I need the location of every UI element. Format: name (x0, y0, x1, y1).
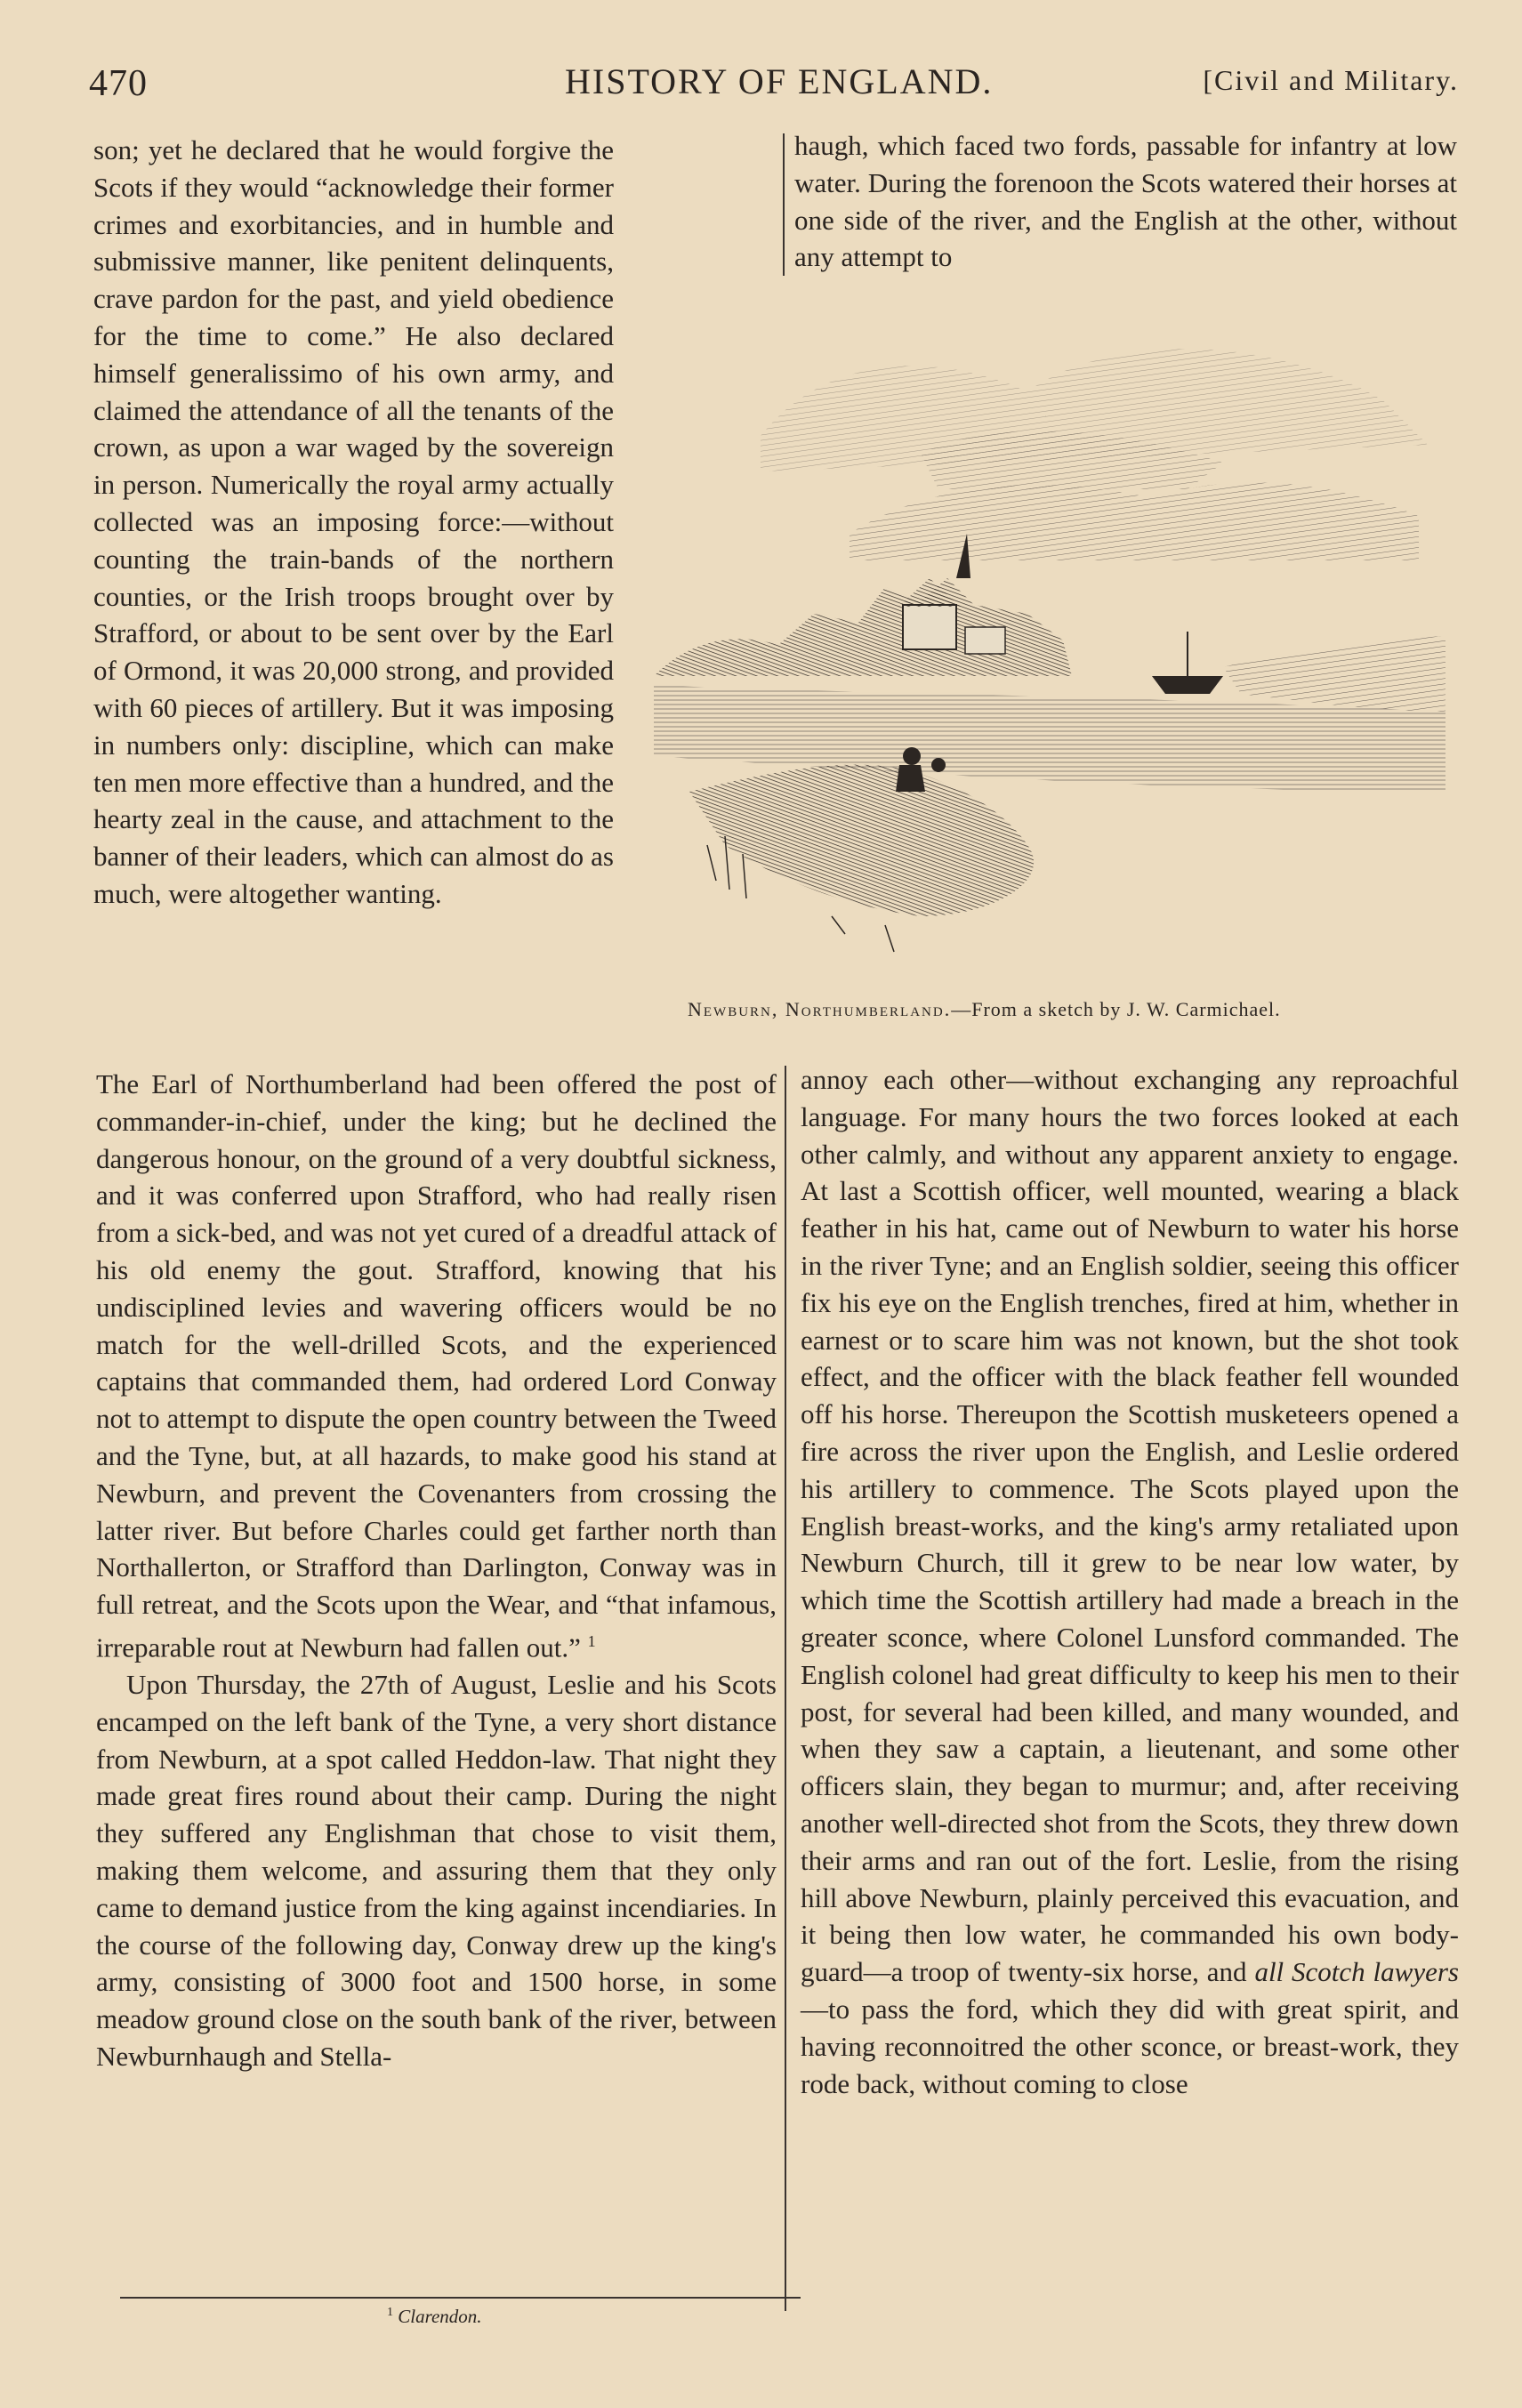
left-column-lower (96, 1066, 777, 2302)
column-rule-upper (783, 133, 785, 276)
running-header (89, 52, 1459, 105)
caption-credit: —From a sketch by J. W. Carmichael. (951, 998, 1281, 1020)
foreground-bank (689, 765, 1034, 916)
running-section: [Civil and Military. (1203, 64, 1459, 96)
paragraph-text-end: —to pass the ford, which they did with great spirit, and having reconnoitred the other sconce, or breast-work, they rode back, without coming to close (801, 1993, 1459, 2099)
distant-hills (850, 483, 1419, 560)
paragraph (96, 1066, 777, 1666)
paragraph: haugh, which faced two fords, passable for infantry at low water. During the forenoon the Scots watered their horses at one side of the river, and the English at the other, without any attempt to (794, 130, 1457, 273)
right-column-lower (801, 1061, 1459, 2324)
right-bank (1223, 636, 1445, 712)
paragraph (801, 1061, 1459, 2102)
village-house (903, 605, 956, 649)
left-column-upper (93, 132, 614, 1066)
figure-caption (688, 998, 1453, 1021)
right-column-upper (794, 127, 1457, 278)
figure-person (931, 758, 946, 772)
running-title: HISTORY OF ENGLAND. (565, 61, 994, 101)
paragraph: Upon Thursday, the 27th of August, Leslie and his Scots encamped on the left bank of the Tyne, a very short distance from Newburn, at a spot called Heddon-law. That night they made great fires round about their camp. During the night they suffered any Englishman that chose to visit them, making them welcome, and assuring them that they only came to demand justice from the king against incendiaries. In the course of the following day, Conway drew up the king's army, consisting of 3000 foot and 1500 horse, in some meadow ground close on the south bank of the river, between Newburnhaugh and Stella- (96, 1669, 777, 2073)
figure-person (903, 747, 921, 765)
village-trees (654, 578, 1072, 676)
page-number: 470 (89, 63, 148, 104)
newburn-engraving (654, 294, 1445, 987)
footnote (387, 2306, 482, 2328)
engraving-figure (654, 294, 1445, 987)
village-house (965, 627, 1005, 654)
figure-person-body (896, 765, 925, 792)
footnote-reference: 1 (587, 1631, 596, 1650)
footnote-marker: 1 (387, 2306, 393, 2319)
caption-place: Newburn, Northumberland. (688, 998, 952, 1020)
footnote-text: Clarendon. (398, 2306, 482, 2327)
footnote-rule (120, 2297, 801, 2299)
paragraph-text: The Earl of Northumberland had been offered the post of commander-in-chief, under the king; but he declined the dangerous honour, on the ground of a very doubtful sickness, and it was conferred upon Strafford, who had really risen from a sick-bed, and was not yet cured of a dreadful attack of his old enemy the gout. Strafford, knowing that his undisciplined levies and wavering officers would be no match for the well-drilled Scots, and the experienced captains that commanded them, had ordered Lord Conway not to attempt to dispute the open country between the Tweed and the Tyne, but, at all hazards, to make good his stand at Newburn, and prevent the Covenanters from crossing the latter river. But before Charles could get farther north than Northallerton, or Strafford than Darlington, Conway was in full retreat, and the Scots upon the Wear, and “that infamous, irreparable rout at Newburn had fallen out.” (96, 1068, 777, 1663)
italic-phrase: all Scotch lawyers (1254, 1956, 1459, 1988)
boat (1152, 676, 1223, 694)
paragraph-text: annoy each other—without exchanging any reproachful language. For many hours the two forces looked at each other calmly, and without any apparent anxiety to engage. At last a Scottish officer, well mounted, wearing a black feather in his hat, came out of Newburn to water his horse in the river Tyne; and an English soldier, seeing this officer fix his eye on the English trenches, fired at him, whether in earnest or to scare him was not known, but the shot took effect, and the officer with the black feather fell wounded off his horse. Thereupon the Scottish musketeers opened a fire across the river upon the English, and Leslie ordered his artillery to commence. The Scots played upon the English breast-works, and the king's army retaliated upon Newburn Church, till it grew to be near low water, by which time the Scottish artillery had made a breach in the greater sconce, where Colonel Lunsford commanded. The English colonel had great difficulty to keep his men to their post, for several had been killed, and many wounded, and when they saw a captain, a lieutenant, and some other officers slain, they began to murmur; and, after receiving another well-directed shot from the Scots, they threw down their arms and ran out of the fort. Leslie, from the rising hill above Newburn, plainly perceived this evacuation, and it being then low water, he commanded his own body-guard—a troop of twenty-six horse, and (801, 1064, 1459, 1988)
paragraph: son; yet he declared that he would forgive the Scots if they would “acknowledge their former crimes and exorbitancies, and in humble and submissive manner, like penitent delinquents, crave pardon for the past, and yield obedience for the time to come.” He also declared himself generalissimo of his own army, and claimed the attendance of all the tenants of the crown, as upon a war waged by the sovereign in person. Numerically the royal army actually collected was an imposing force:—without counting the train-bands of the northern counties, or the Irish troops brought over by Strafford, or about to be sent over by the Earl of Ormond, it was 20,000 strong, and provided with 60 pieces of artillery. But it was imposing in numbers only: discipline, which can make ten men more effective than a hundred, and the hearty zeal in the cause, and attachment to the banner of their leaders, which can almost do as much, were altogether wanting. (93, 134, 614, 909)
column-rule-lower (785, 1066, 786, 2311)
